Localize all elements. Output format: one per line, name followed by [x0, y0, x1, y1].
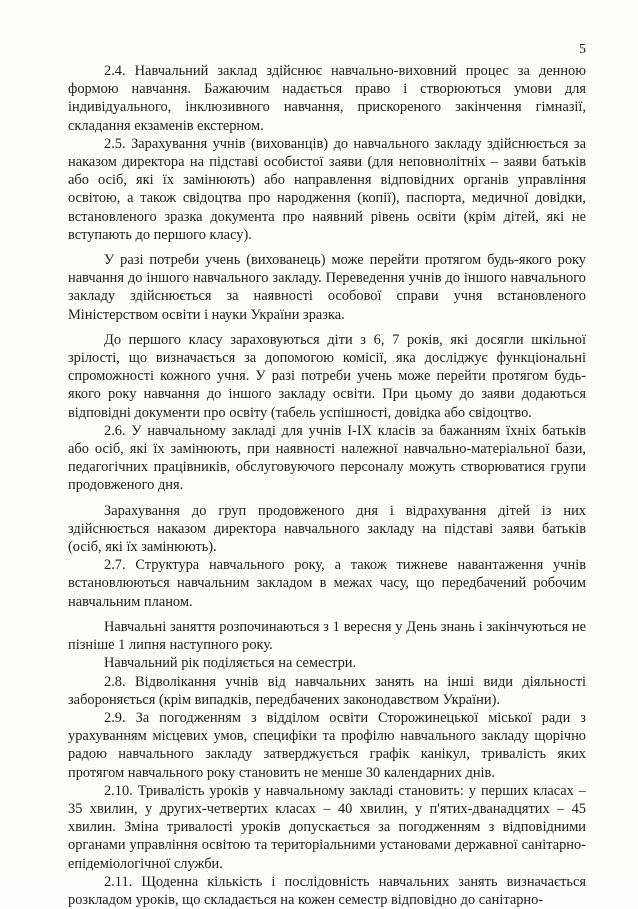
paragraph-school-year-dates: Навчальні заняття розпочинаються з 1 вересня у День знань і закінчуються не пізніше 1 липня наступного року.: [68, 618, 586, 654]
paragraph-semesters: Навчальний рік поділяється на семестри.: [104, 655, 357, 672]
document-body: [68, 62, 586, 909]
paragraph-extended-day: Зарахування до груп продовженого дня і відрахування дітей із них здійснюється наказом директора навчального закладу на підставі заяви батьків (осіб, які їх замінюють).: [68, 502, 586, 556]
paragraph-2-8: 2.8. Відволікання учнів від навчальних занять на інші види діяльності забороняється (крім випадків, передбачених законодавством України).: [68, 673, 586, 708]
paragraph-2-6: 2.6. У навчальному закладі для учнів І-ІХ класів за бажанням їхніх батьків або осіб, які їх замінюють, при наявності належної навчально-матеріальної бази, педагогічних працівників, обслуговуючого персоналу можуть створюватися групи продовженого дня.: [68, 422, 586, 494]
page-number: 5: [579, 42, 586, 57]
paragraph-2-11: 2.11. Щоденна кількість і послідовність навчальних занять визначається розкладом уроків, що складається на кожен семестр відповідно до санітарно-: [68, 873, 586, 908]
paragraph-transfer: У разі потреби учень (вихованець) може перейти протягом будь-якого року навчання до іншого навчального закладу. Переведення учнів до іншого навчального закладу здійснюється за наявності особової справи учня встановленого Міністерством освіти і науки України зразка.: [68, 252, 586, 323]
paragraph-first-grade: До першого класу зараховуються діти з 6, 7 років, які досягли шкільної зрілості, що визначається за допомогою комісії, яка досліджує функціональні спроможності кожного учня. У разі потреби учень може перейти протягом будь-якого року навчання до іншого закладу освіти. При цьому до заяви додаються відповідні документи про освіту (табель успішності, довідка або свідоцтво.: [68, 331, 586, 421]
paragraph-2-9: 2.9. За погодженням з відділом освіти Сторожинецької міської ради з урахуванням місцевих умов, специфіки та профілю навчального закладу щорічно радою навчального закладу затверджується графік канікул, тривалість яких протягом навчального року становить не менше 30 календарних днів.: [68, 709, 586, 781]
paragraph-2-10: 2.10. Тривалість уроків у навчальному закладі становить: у перших класах – 35 хвилин, у других-четвертих класах – 40 хвилин, у п'ятих-дванадцятих – 45 хвилин. Зміна тривалості уроків допускається за погодженням з відповідними органами управління освітою та територіальними установами державної санітарно-епідеміологічної служби.: [68, 782, 586, 872]
paragraph-2-5: 2.5. Зарахування учнів (вихованців) до навчального закладу здійснюється за наказом директора на підставі особистої заяви (для неповнолітніх – заяви батьків або осіб, які їх замінюють) або направлення відповідних органів управління освітою, а також свідоцтва про народження (копії), паспорта, медичної довідки, встановленого зразка документа про наявний рівень освіти (крім дітей, які не вступають до першого класу).: [68, 135, 586, 243]
paragraph-2-4: 2.4. Навчальний заклад здійснює навчально-виховний процес за денною формою навчання. Бажаючим надається право і створюються умови для індивідуального, інклюзивного навчання, прискореного закінчення гімназії, складання екзаменів екстерном.: [68, 63, 586, 134]
paragraph-2-7: 2.7. Структура навчального року, а також тижневе навантаження учнів встановлюються навчальним закладом в межах часу, що передбачений робочим навчальним планом.: [68, 557, 586, 610]
